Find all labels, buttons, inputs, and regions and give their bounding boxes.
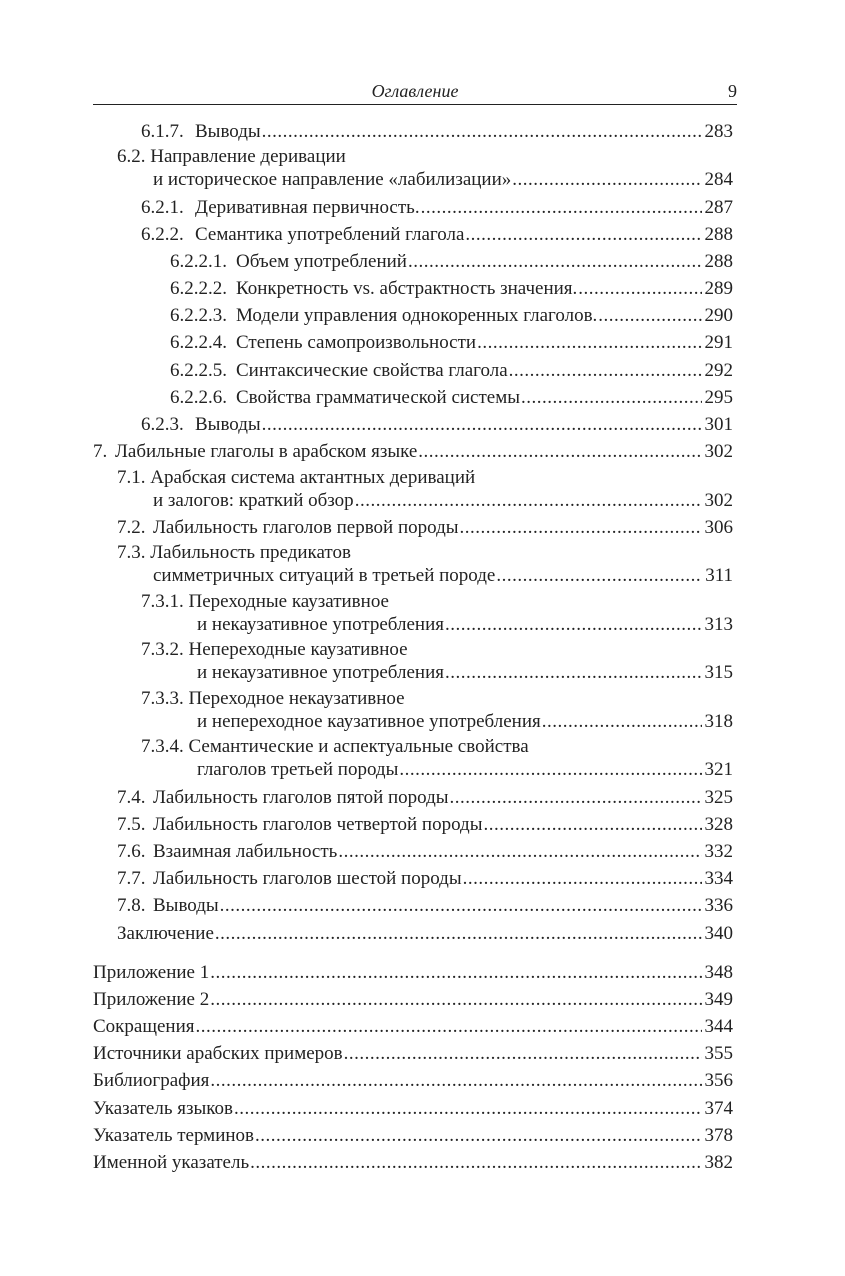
running-head bbox=[93, 80, 737, 105]
toc-entry-title: и залогов: краткий обзор bbox=[153, 490, 354, 511]
toc-entry[interactable] bbox=[117, 517, 733, 539]
toc-entry-title: Семантика употреблений глагола bbox=[195, 224, 465, 245]
toc-entry-title: Модели управления однокоренных глаголов. bbox=[236, 305, 598, 326]
toc-entry-number: 7.7. bbox=[117, 868, 146, 889]
toc-entry-title: Выводы bbox=[195, 414, 261, 435]
toc-entry-page: 287 bbox=[704, 197, 733, 218]
toc-entry[interactable] bbox=[170, 251, 733, 273]
toc-entry-page: 283 bbox=[704, 121, 733, 142]
dot-leader bbox=[483, 814, 702, 836]
toc-entry-title-line1: 7.1. Арабская система актантных дериваций bbox=[117, 467, 476, 488]
toc-entry-page: 302 bbox=[704, 490, 733, 511]
dot-leader bbox=[355, 490, 702, 512]
toc-entry-title: симметричных ситуаций в третьей породе bbox=[153, 565, 496, 586]
dot-leader bbox=[477, 332, 702, 354]
toc-entry-number: 6.2.2.1. bbox=[170, 251, 227, 272]
toc-entry-number: 7. bbox=[93, 441, 108, 462]
dot-leader bbox=[450, 787, 702, 809]
toc-entry-page: 349 bbox=[704, 989, 733, 1010]
toc-entry-title: Именной указатель bbox=[93, 1152, 250, 1173]
toc-entry-number: 6.2.2. bbox=[141, 224, 184, 245]
toc-entry-title: и историческое направление «лабилизации» bbox=[153, 169, 512, 190]
page-number: 9 bbox=[728, 81, 737, 101]
dot-leader bbox=[210, 962, 702, 984]
toc-entry-page: 334 bbox=[704, 868, 733, 889]
toc-entry[interactable] bbox=[117, 542, 733, 587]
dot-leader bbox=[250, 1152, 702, 1174]
toc-entry-title: Лабильность глаголов пятой породы bbox=[153, 787, 449, 808]
toc-entry[interactable] bbox=[141, 121, 733, 143]
toc-entry-number: 6.2.2.2. bbox=[170, 278, 227, 299]
toc-entry-title: Лабильность глаголов четвертой породы bbox=[153, 814, 483, 835]
toc-entry-title: Степень самопроизвольности bbox=[236, 332, 477, 353]
toc-entry-title: Библиография bbox=[93, 1070, 210, 1091]
dot-leader bbox=[460, 517, 702, 539]
toc-entry[interactable] bbox=[170, 387, 733, 409]
toc-entry-number: 6.2.3. bbox=[141, 414, 184, 435]
toc-entry-page: 315 bbox=[704, 662, 733, 683]
toc-entry-page: 321 bbox=[704, 759, 733, 780]
toc-entry-page: 291 bbox=[704, 332, 733, 353]
toc-entry[interactable] bbox=[141, 736, 733, 781]
toc-entry-page: 290 bbox=[704, 305, 733, 326]
toc-entry-page: 344 bbox=[704, 1016, 733, 1037]
toc-entry-page: 348 bbox=[704, 962, 733, 983]
dot-leader bbox=[210, 1070, 702, 1092]
toc-entry-page: 295 bbox=[704, 387, 733, 408]
dot-leader bbox=[463, 868, 702, 890]
toc-entry[interactable] bbox=[93, 1152, 733, 1174]
toc-entry[interactable] bbox=[141, 591, 733, 636]
dot-leader bbox=[338, 841, 702, 863]
toc-entry-number: 7.2. bbox=[117, 517, 146, 538]
toc-entry[interactable] bbox=[117, 895, 733, 917]
dot-leader bbox=[195, 1016, 702, 1038]
toc-entry-title: Синтаксические свойства глагола bbox=[236, 360, 508, 381]
toc-entry-number: 7.8. bbox=[117, 895, 146, 916]
dot-leader bbox=[344, 1043, 702, 1065]
toc-entry-title: Взаимная лабильность bbox=[153, 841, 338, 862]
toc-entry[interactable] bbox=[117, 923, 733, 945]
dot-leader bbox=[542, 711, 702, 733]
toc-entry-title: Деривативная первичность. bbox=[195, 197, 420, 218]
toc-entry-page: 311 bbox=[705, 565, 733, 586]
toc-entry[interactable] bbox=[117, 467, 733, 512]
toc-entry-page: 378 bbox=[704, 1125, 733, 1146]
toc-entry-title: Заключение bbox=[117, 923, 214, 944]
toc-entry-title: глаголов третьей породы bbox=[197, 759, 399, 780]
toc-entry-title: и некаузативное употребления bbox=[197, 662, 444, 683]
toc-entry-page: 301 bbox=[704, 414, 733, 435]
toc-entry-page: 355 bbox=[704, 1043, 733, 1064]
toc-entry-page: 328 bbox=[704, 814, 733, 835]
toc-entry-title-line1: 7.3.3. Переходное некаузативное bbox=[141, 688, 405, 709]
toc-entry-title: Сокращения bbox=[93, 1016, 195, 1037]
toc-entry-page: 318 bbox=[704, 711, 733, 732]
toc-entry[interactable] bbox=[170, 278, 733, 300]
toc-entry-page: 289 bbox=[704, 278, 733, 299]
toc-entry-page: 288 bbox=[704, 251, 733, 272]
toc-entry-title-line1: 7.3.4. Семантические и аспектуальные свойства bbox=[141, 736, 529, 757]
dot-leader bbox=[521, 387, 702, 409]
toc-entry[interactable] bbox=[141, 224, 733, 246]
toc-entry-title-line1: 7.3.1. Переходные каузативное bbox=[141, 591, 389, 612]
running-head-title: Оглавление bbox=[371, 81, 459, 101]
toc-entry[interactable] bbox=[141, 688, 733, 733]
toc-entry-number: 6.1.7. bbox=[141, 121, 184, 142]
toc-entry[interactable] bbox=[117, 814, 733, 836]
toc-entry-title: Выводы bbox=[153, 895, 219, 916]
dot-leader bbox=[210, 989, 702, 1011]
toc-entry-number: 6.2.2.3. bbox=[170, 305, 227, 326]
toc-entry-number: 7.4. bbox=[117, 787, 146, 808]
toc-entry[interactable] bbox=[117, 787, 733, 809]
toc-entry[interactable] bbox=[117, 841, 733, 863]
toc-entry-number: 6.2.2.4. bbox=[170, 332, 227, 353]
toc-entry-title: Лабильность глаголов первой породы bbox=[153, 517, 459, 538]
dot-leader bbox=[465, 224, 702, 246]
dot-leader bbox=[215, 923, 702, 945]
toc-entry-number: 6.2.2.6. bbox=[170, 387, 227, 408]
dot-leader bbox=[262, 414, 702, 436]
toc-entry-page: 288 bbox=[704, 224, 733, 245]
toc-entry-title: и непереходное каузативное употребления bbox=[197, 711, 541, 732]
toc-entry-title: Конкретность vs. абстрактность значения. bbox=[236, 278, 578, 299]
toc-entry[interactable] bbox=[93, 441, 733, 463]
toc-entry[interactable] bbox=[170, 332, 733, 354]
toc-entry[interactable] bbox=[117, 146, 733, 191]
toc-entry-page: 340 bbox=[704, 923, 733, 944]
toc-entry[interactable] bbox=[141, 197, 733, 219]
toc-entry-title: Приложение 2 bbox=[93, 989, 210, 1010]
toc-entry[interactable] bbox=[117, 868, 733, 890]
toc-entry[interactable] bbox=[93, 1125, 733, 1147]
toc-entry-page: 306 bbox=[704, 517, 733, 538]
toc-entry-number: 6.2.1. bbox=[141, 197, 184, 218]
toc-entry-page: 313 bbox=[704, 614, 733, 635]
toc-entry-title-line1: 7.3. Лабильность предикатов bbox=[117, 542, 351, 563]
toc-entry[interactable] bbox=[93, 1098, 733, 1120]
dot-leader bbox=[512, 169, 702, 191]
dot-leader bbox=[578, 278, 702, 300]
toc-entry[interactable] bbox=[170, 360, 733, 382]
toc-entry[interactable] bbox=[93, 1070, 733, 1092]
toc-entry-page: 284 bbox=[704, 169, 733, 190]
toc-entry-title-line1: 7.3.2. Непереходные каузативное bbox=[141, 639, 408, 660]
dot-leader bbox=[220, 895, 702, 917]
dot-leader bbox=[255, 1125, 702, 1147]
dot-leader bbox=[262, 121, 702, 143]
toc-entry[interactable] bbox=[93, 962, 733, 984]
dot-leader bbox=[418, 441, 702, 463]
toc-entry-page: 336 bbox=[704, 895, 733, 916]
toc-entry[interactable] bbox=[170, 305, 733, 327]
toc-entry-page: 302 bbox=[704, 441, 733, 462]
toc-entry[interactable] bbox=[93, 989, 733, 1011]
dot-leader bbox=[399, 759, 702, 781]
toc-entry-title: Указатель языков bbox=[93, 1098, 233, 1119]
dot-leader bbox=[445, 614, 702, 636]
dot-leader bbox=[598, 305, 702, 327]
toc-entry-number: 6.2.2.5. bbox=[170, 360, 227, 381]
dot-leader bbox=[496, 565, 702, 587]
dot-leader bbox=[509, 360, 702, 382]
toc-entry-number: 7.5. bbox=[117, 814, 146, 835]
toc-entry-title: Приложение 1 bbox=[93, 962, 210, 983]
dot-leader bbox=[445, 662, 702, 684]
dot-leader bbox=[234, 1098, 702, 1120]
toc-entry-title: и некаузативное употребления bbox=[197, 614, 444, 635]
toc-entry-page: 325 bbox=[704, 787, 733, 808]
toc-entry-title: Источники арабских примеров bbox=[93, 1043, 343, 1064]
toc-entry-title: Объем употреблений bbox=[236, 251, 407, 272]
dot-leader bbox=[421, 197, 702, 219]
toc-entry[interactable] bbox=[93, 1016, 733, 1038]
toc-entry-page: 332 bbox=[704, 841, 733, 862]
toc-entry-page: 382 bbox=[704, 1152, 733, 1173]
toc-entry-title: Лабильные глаголы в арабском языке bbox=[115, 441, 418, 462]
toc-entry-title: Выводы bbox=[195, 121, 261, 142]
toc-entry[interactable] bbox=[141, 639, 733, 684]
dot-leader bbox=[408, 251, 702, 273]
toc-entry-page: 292 bbox=[704, 360, 733, 381]
toc-entry-title: Указатель терминов bbox=[93, 1125, 255, 1146]
toc-entry-title-line1: 6.2. Направление деривации bbox=[117, 146, 346, 167]
toc-entry-title: Лабильность глаголов шестой породы bbox=[153, 868, 462, 889]
toc-entry-page: 356 bbox=[704, 1070, 733, 1091]
toc-entry-number: 7.6. bbox=[117, 841, 146, 862]
toc-entry[interactable] bbox=[93, 1043, 733, 1065]
toc-entry[interactable] bbox=[141, 414, 733, 436]
toc-entry-title: Свойства грамматической системы bbox=[236, 387, 521, 408]
toc-entry-page: 374 bbox=[704, 1098, 733, 1119]
